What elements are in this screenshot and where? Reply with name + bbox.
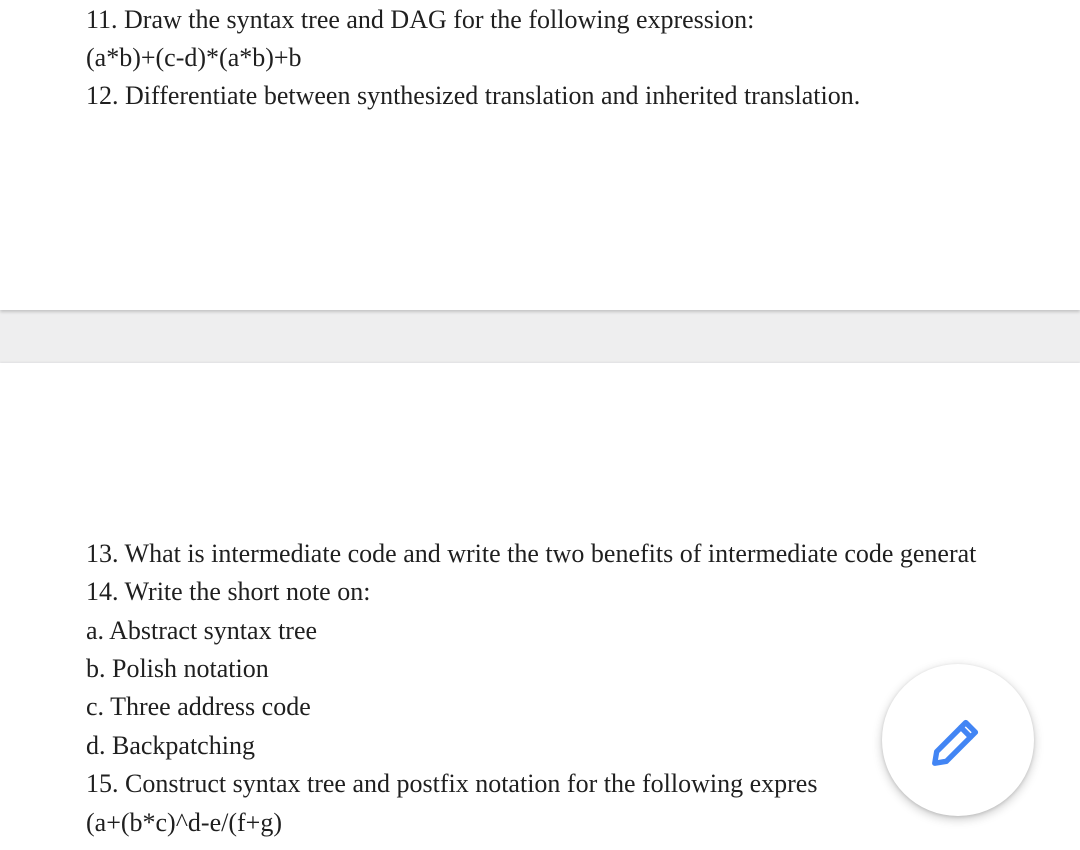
question-15: 15. Construct syntax tree and postfix notation for the following expres [86,769,818,798]
question-11-expression: (a*b)+(c-d)*(a*b)+b [86,43,302,72]
edit-fab-button[interactable] [882,664,1034,816]
question-11: 11. Draw the syntax tree and DAG for the following expression: [86,5,755,34]
list-item-d: d. Backpatching [86,731,255,760]
document-page-1 [0,0,1080,310]
page-separator [0,310,1080,363]
question-12: 12. Differentiate between synthesized translation and inherited translation. [86,81,861,110]
pencil-edit-icon [927,709,989,771]
list-item-c: c. Three address code [86,692,311,721]
question-15-expression: (a+(b*c)^d-e/(f+g) [86,808,282,837]
list-item-a: a. Abstract syntax tree [86,616,318,645]
question-13: 13. What is intermediate code and write the two benefits of intermediate code generat [86,539,977,568]
question-14: 14. Write the short note on: [86,577,371,606]
list-item-b: b. Polish notation [86,654,269,683]
